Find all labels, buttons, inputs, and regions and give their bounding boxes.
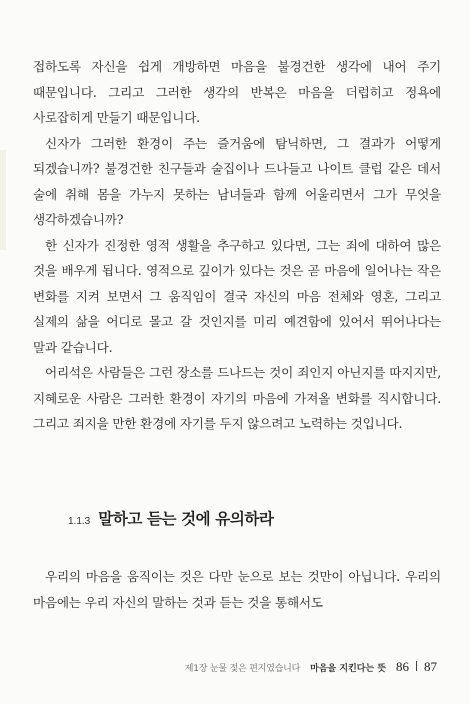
paragraph-5: 우리의 마음을 움직이는 것은 다만 눈으로 보는 것만이 아닙니다. 우리의 마음에는 우리 자신의 말하는 것과 듣는 것을 통해서도 [33,569,441,610]
paragraph-3: 한 신자가 진정한 영적 생활을 추구하고 있다면, 그는 죄에 대하여 많은 것을 배우게 됩니다. 영적으로 깊이가 있다는 것은 곧 마음에 일어나는 작은 변화를 지켜 보면서 그 움직임이 결국 자신의 마음 전체와 영혼, 그리고 실제의 삶을 어디로 몰고 갈 것인지를 미리 예견함에 있어서 뛰어나다는 말과 같습니다. [33,237,441,355]
paragraph-1: 접하도록 자신을 쉽게 개방하면 마음을 불경건한 생각에 내어 주기 때문입니다. 그리고 그러한 생각의 반복은 마음을 더럽히고 정욕에 사로잡히게 만들기 때문입니다. [33,59,441,125]
paragraph-4: 어리석은 사람들은 그런 장소를 드나드는 것이 죄인지 아닌지를 따지지만, 지혜로운 사람은 그러한 환경이 자기의 마음에 가져올 변화를 직시합니다. 그리고 죄지을 만한 환경에 자기를 두지 않으려고 노력하는 것입니다. [33,365,441,431]
page-number-left: 86 [396,659,409,674]
page-footer [185,659,437,675]
section-text-block [33,564,441,615]
page-number-right: 87 [424,659,437,674]
section-heading [68,507,448,529]
running-chapter-title: 마음을 지킨다는 뜻 [310,664,386,674]
main-text-block [33,54,441,437]
section-number: 1.1.3 [68,516,91,527]
folio-separator [416,661,417,671]
paragraph-2: 신자가 그러한 환경이 주는 즐거움에 탐닉하면, 그 결과가 어떻게 되겠습니까? 불경건한 친구들과 술집이나 드나들고 나이트 클럽 같은 데서 술에 취해 몸을 가누지 못하는 남녀들과 함께 어울리면서 그가 무엇을 생각하겠습니까? [33,135,441,227]
section-title: 말하고 듣는 것에 유의하라 [98,510,274,528]
running-head: 제1장 눈물 젖은 편지였습니다 [184,664,301,674]
page-edge-mark [0,150,6,250]
